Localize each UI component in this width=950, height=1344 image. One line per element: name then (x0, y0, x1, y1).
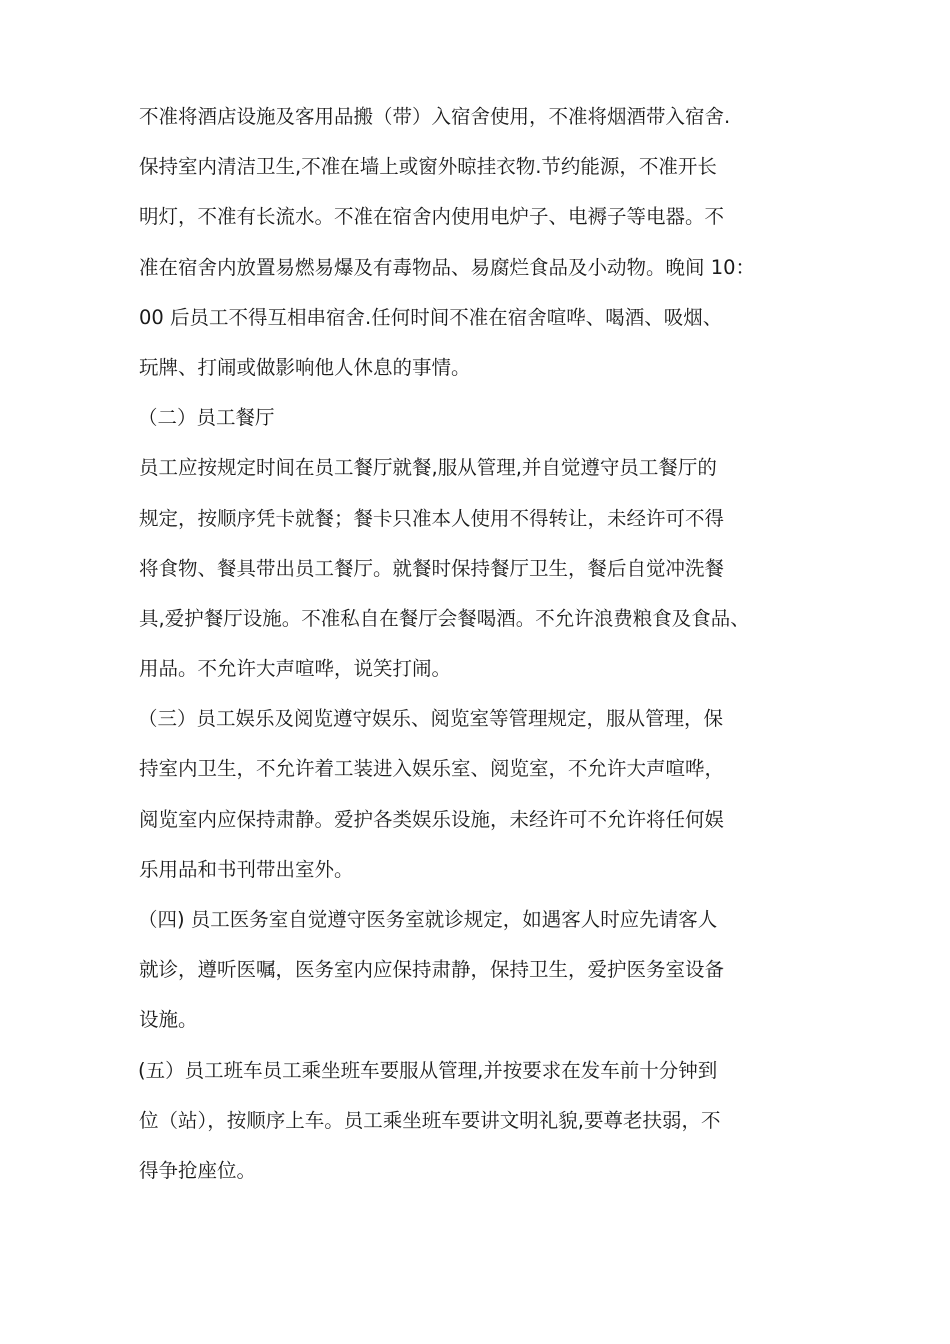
text-line: 设施。 (139, 1008, 198, 1032)
text-line: 不准将酒店设施及客用品搬（带）入宿舍使用，不准将烟酒带入宿舍. (139, 105, 731, 128)
text-line: 明灯，不准有长流水。不准在宿舍内使用电炉子、电褥子等电器。不 (139, 205, 725, 229)
text-line: 阅览室内应保持肃静。爱护各类娱乐设施，未经许可不允许将任何娱 (139, 807, 725, 831)
text-line: 位（站），按顺序上车。员工乘坐班车要讲文明礼貌,要尊老扶弱，不 (139, 1108, 721, 1132)
section-heading-canteen: （二）员工餐厅 (138, 406, 275, 430)
document-body (139, 92, 839, 1196)
text-line: 保持室内清洁卫生,不准在墙上或窗外晾挂衣物.节约能源，不准开长 (139, 155, 717, 179)
section-heading-shuttle: (五）员工班车员工乘坐班车要服从管理,并按要求在发车前十分钟到 (138, 1058, 718, 1082)
text-line: 将食物、餐具带出员工餐厅。就餐时保持餐厅卫生，餐后自觉冲洗餐 (139, 556, 725, 580)
text-line: 准在宿舍内放置易燃易爆及有毒物品、易腐烂食品及小动物。晚间 10： (139, 255, 756, 279)
text-line: 乐用品和书刊带出室外。 (139, 857, 354, 881)
text-line: 持室内卫生，不允许着工装进入娱乐室、阅览室，不允许大声喧哗， (139, 757, 725, 781)
text-line: 规定，按顺序凭卡就餐；餐卡只准本人使用不得转让，未经许可不得 (139, 506, 725, 530)
text-line: 用品。不允许大声喧哗，说笑打闹。 (139, 657, 452, 681)
text-line: 00 后员工不得互相串宿舍.任何时间不准在宿舍喧哗、喝酒、吸烟、 (139, 305, 723, 329)
text-line: 得争抢座位。 (139, 1158, 257, 1182)
section-heading-clinic: （四) 员工医务室自觉遵守医务室就诊规定，如遇客人时应先请客人 (138, 908, 718, 931)
text-line: 具,爱护餐厅设施。不准私自在餐厅会餐喝酒。不允许浪费粮食及食品、 (139, 606, 750, 630)
text-line: 员工应按规定时间在员工餐厅就餐,服从管理,并自觉遵守员工餐厅的 (139, 456, 717, 480)
section-heading-recreation: （三）员工娱乐及阅览遵守娱乐、阅览室等管理规定，服从管理，保 (138, 707, 724, 731)
text-line: 就诊，遵听医嘱，医务室内应保持肃静，保持卫生，爱护医务室设备 (139, 958, 725, 982)
text-line: 玩牌、打闹或做影响他人休息的事情。 (139, 355, 471, 379)
